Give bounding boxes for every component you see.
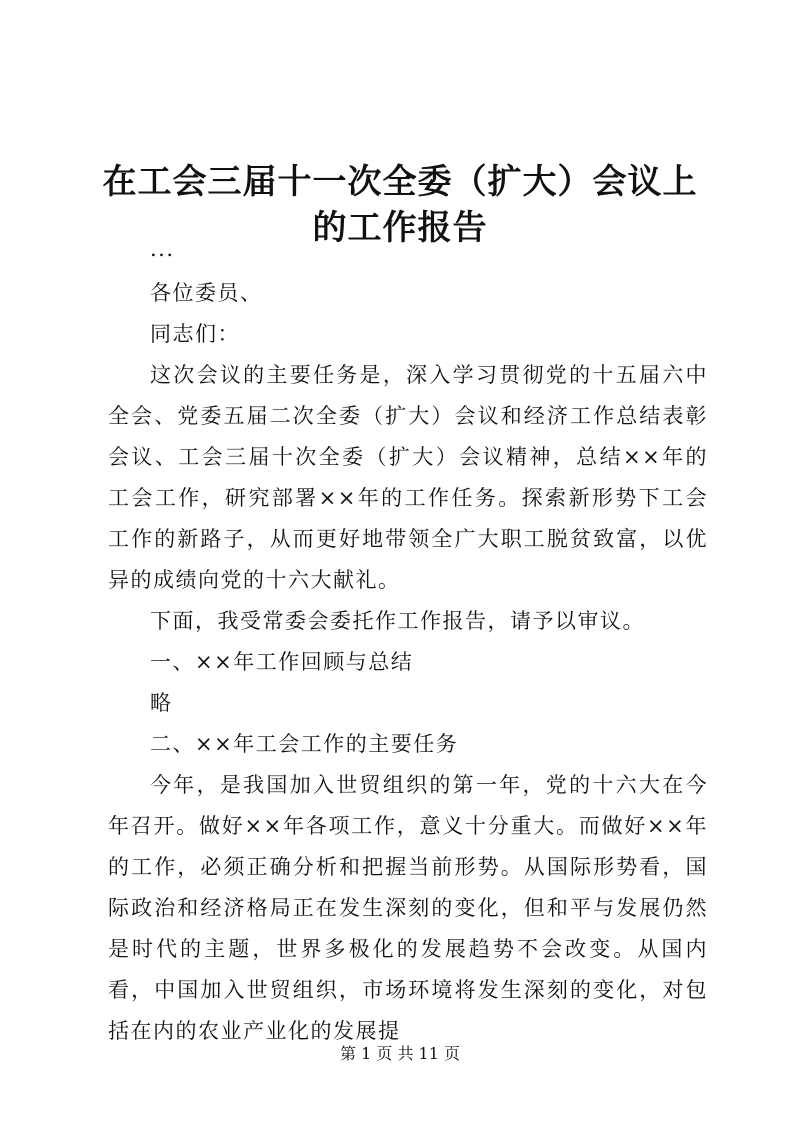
document-title: 在工会三届十一次全委（扩大）会议上的工作报告 <box>102 161 698 248</box>
section-1-content: 略 <box>150 691 173 715</box>
paragraph-report-intro: 下面，我受常委会委托作工作报告，请予以审议。 <box>150 609 645 633</box>
section-heading-2: 二、××年工会工作的主要任务 <box>150 732 459 756</box>
paragraph-meeting-tasks: 这次会议的主要任务是，深入学习贯彻党的十五届六中全会、党委五届二次全委（扩大）会议和经济工作总结表彰会议、工会三届十次全委（扩大）会议精神，总结××年的工会工作，研究部署××年的工作任务。探索新形势下工会工作的新路子，从而更好地带领全广大职工脱贫致富，以优异的成绩向党的十六大献礼。 <box>108 363 708 592</box>
ellipsis-line: ... <box>150 237 175 261</box>
salutation-comrades: 同志们： <box>150 322 240 346</box>
page-number-footer: 第 1 页 共 11 页 <box>340 1044 460 1063</box>
document-body <box>108 236 708 1052</box>
salutation-committee: 各位委员、 <box>150 281 263 305</box>
paragraph-situation: 今年，是我国加入世贸组织的第一年，党的十六大在今年召开。做好××年各项工作，意义十分重大。而做好××年的工作，必须正确分析和把握当前形势。从国际形势看，国际政治和经济格局正在发生深刻的变化，但和平与发展仍然是时代的主题，世界多极化的发展趋势不会改变。从国内看，中国加入世贸组织，市场环境将发生深刻的变化，对包括在内的农业产业化的发展提 <box>108 773 708 1043</box>
section-heading-1: 一、××年工作回顾与总结 <box>150 650 414 674</box>
